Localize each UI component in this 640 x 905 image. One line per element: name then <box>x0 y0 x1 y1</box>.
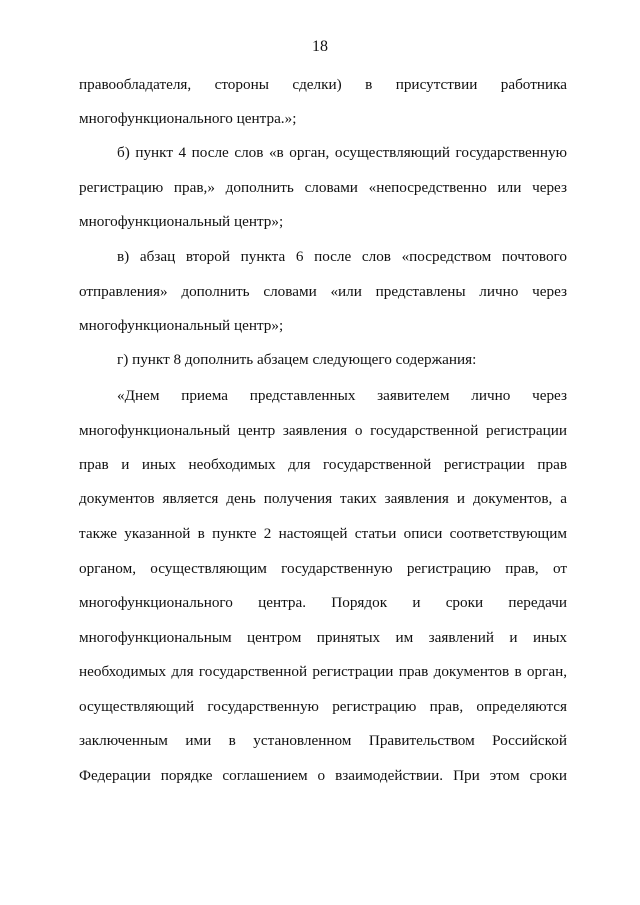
text-line: в) абзац второй пункта 6 после слов «посредством почтового <box>117 248 567 265</box>
text-line: осуществляющий государственную регистрацию прав, определяются <box>79 698 567 715</box>
text-line: правообладателя, стороны сделки) в присутствии работника <box>79 76 567 93</box>
text-line: многофункциональный центр»; <box>79 317 284 334</box>
text-line: многофункционального центра. Порядок и сроки передачи <box>79 594 567 611</box>
text-line: «Днем приема представленных заявителем лично через <box>117 387 567 404</box>
text-line: заключенным ими в установленном Правительством Российской <box>79 732 567 749</box>
text-line: многофункциональным центром принятых им заявлений и иных <box>79 629 567 646</box>
text-line: документов является день получения таких заявления и документов, а <box>79 490 567 507</box>
text-line: многофункциональный центр»; <box>79 213 284 230</box>
text-line: б) пункт 4 после слов «в орган, осуществляющий государственную <box>117 144 567 161</box>
text-line: регистрацию прав,» дополнить словами «непосредственно или через <box>79 179 567 196</box>
text-line: необходимых для государственной регистрации прав документов в орган, <box>79 663 567 680</box>
text-line: г) пункт 8 дополнить абзацем следующего содержания: <box>117 351 477 368</box>
text-line: многофункционального центра.»; <box>79 110 297 127</box>
page-number: 18 <box>312 38 328 55</box>
text-line: многофункциональный центр заявления о государственной регистрации <box>79 422 567 439</box>
text-line: Федерации порядке соглашением о взаимодействии. При этом сроки <box>79 767 567 784</box>
text-line: отправления» дополнить словами «или представлены лично через <box>79 283 567 300</box>
text-line: также указанной в пункте 2 настоящей статьи описи соответствующим <box>79 525 567 542</box>
text-line: органом, осуществляющим государственную регистрацию прав, от <box>79 560 567 577</box>
text-line: прав и иных необходимых для государственной регистрации прав <box>79 456 567 473</box>
